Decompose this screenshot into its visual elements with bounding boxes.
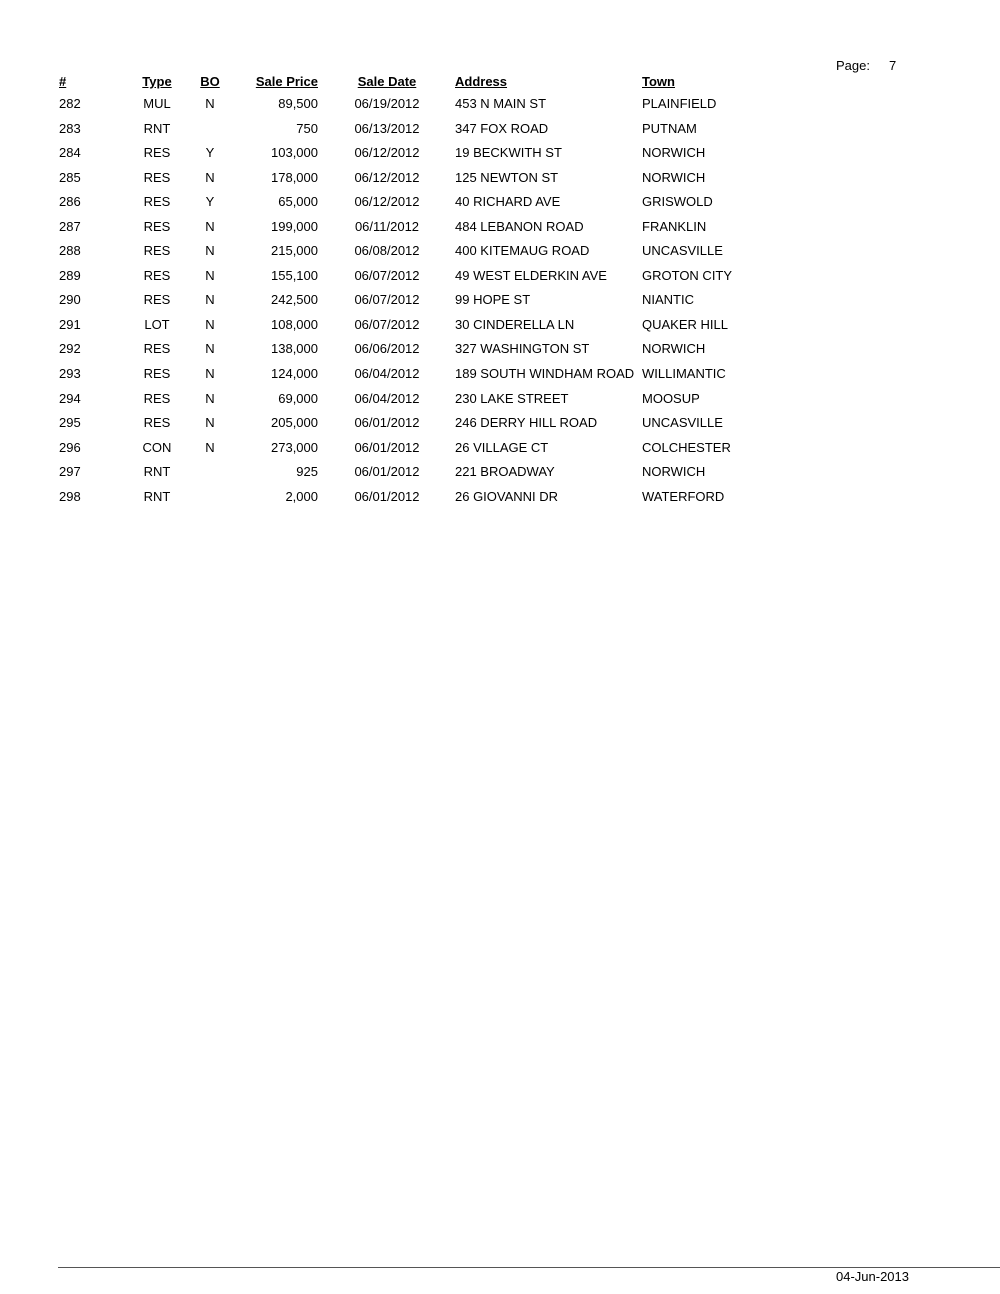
cell-town: NORWICH [642, 145, 706, 161]
cell-sale-date: 06/07/2012 [354, 267, 420, 283]
cell-sale-date: 06/04/2012 [354, 390, 420, 406]
cell-type: RNT [143, 120, 171, 136]
cell-number: 288 [59, 243, 81, 259]
table-row [0, 366, 1000, 391]
cell-address: 230 LAKE STREET [455, 390, 569, 406]
cell-address: 125 NEWTON ST [455, 169, 559, 185]
cell-sale-price: 242,500 [271, 292, 318, 308]
cell-town: UNCASVILLE [642, 415, 723, 431]
table-row [0, 243, 1000, 268]
cell-type: MUL [143, 96, 171, 111]
cell-bo: N [205, 169, 215, 185]
cell-number: 290 [59, 292, 81, 308]
cell-bo: N [205, 439, 215, 455]
table-row [0, 170, 1000, 195]
cell-sale-date: 06/08/2012 [354, 243, 420, 259]
header-number: # [59, 74, 67, 89]
cell-bo: N [205, 366, 215, 382]
cell-number: 294 [59, 390, 81, 406]
cell-address: 40 RICHARD AVE [455, 194, 561, 210]
header-bo: BO [200, 74, 220, 89]
table-row [0, 145, 1000, 170]
cell-address: 347 FOX ROAD [455, 120, 549, 136]
cell-sale-date: 06/11/2012 [354, 218, 420, 234]
cell-address: 221 BROADWAY [455, 464, 555, 480]
cell-sale-price: 215,000 [271, 243, 318, 259]
cell-town: WATERFORD [642, 488, 725, 504]
header-sale-date: Sale Date [357, 74, 417, 89]
cell-bo: N [205, 243, 215, 259]
cell-number: 286 [59, 194, 81, 210]
cell-sale-price: 205,000 [271, 415, 318, 431]
cell-type: RES [143, 267, 171, 283]
footer-divider [58, 1267, 1000, 1268]
cell-number: 295 [59, 415, 81, 431]
cell-number: 296 [59, 439, 81, 455]
cell-bo: N [205, 267, 215, 283]
sales-table [0, 74, 1000, 513]
cell-number: 291 [59, 316, 81, 332]
cell-sale-price: 65,000 [278, 194, 318, 210]
cell-town: NORWICH [642, 464, 706, 480]
cell-sale-price: 89,500 [278, 96, 318, 111]
cell-town: GROTON CITY [642, 267, 733, 283]
cell-sale-price: 2,000 [285, 488, 318, 504]
cell-sale-date: 06/01/2012 [354, 464, 420, 480]
page-number: 7 [889, 58, 897, 73]
cell-address: 26 VILLAGE CT [455, 439, 549, 455]
cell-town: MOOSUP [642, 390, 700, 406]
cell-town: WILLIMANTIC [642, 366, 726, 382]
table-header-row [0, 74, 1000, 96]
table-row [0, 194, 1000, 219]
page-indicator [836, 58, 916, 74]
cell-type: LOT [144, 316, 170, 332]
cell-address: 327 WASHINGTON ST [455, 341, 590, 357]
cell-town: NORWICH [642, 341, 706, 357]
cell-sale-price: 199,000 [271, 218, 318, 234]
cell-sale-date: 06/19/2012 [354, 96, 420, 111]
cell-sale-date: 06/01/2012 [354, 439, 420, 455]
cell-address: 26 GIOVANNI DR [455, 488, 559, 504]
cell-type: RES [143, 292, 171, 308]
table-row [0, 341, 1000, 366]
cell-bo: N [205, 292, 215, 308]
table-row [0, 121, 1000, 146]
cell-address: 19 BECKWITH ST [455, 145, 562, 161]
cell-number: 292 [59, 341, 81, 357]
cell-sale-price: 178,000 [271, 169, 318, 185]
cell-address: 99 HOPE ST [455, 292, 531, 308]
cell-sale-price: 124,000 [271, 366, 318, 382]
cell-type: CON [142, 439, 172, 455]
cell-number: 282 [59, 96, 81, 111]
cell-number: 298 [59, 488, 81, 504]
cell-sale-date: 06/01/2012 [354, 488, 420, 504]
cell-sale-date: 06/12/2012 [354, 145, 420, 161]
cell-number: 297 [59, 464, 81, 480]
table-row [0, 268, 1000, 293]
cell-address: 484 LEBANON ROAD [455, 218, 584, 234]
cell-address: 30 CINDERELLA LN [455, 316, 575, 332]
cell-sale-price: 108,000 [271, 316, 318, 332]
cell-town: COLCHESTER [642, 439, 731, 455]
table-row [0, 317, 1000, 342]
header-sale-price: Sale Price [255, 74, 318, 89]
cell-town: QUAKER HILL [642, 316, 728, 332]
cell-town: PUTNAM [642, 120, 697, 136]
cell-sale-date: 06/12/2012 [354, 194, 420, 210]
cell-type: RES [143, 218, 171, 234]
table-row [0, 464, 1000, 489]
cell-sale-date: 06/01/2012 [354, 415, 420, 431]
cell-type: RES [143, 366, 171, 382]
cell-number: 283 [59, 120, 81, 136]
table-row [0, 292, 1000, 317]
cell-type: RES [143, 243, 171, 259]
footer-date: 04-Jun-2013 [836, 1269, 909, 1284]
cell-address: 49 WEST ELDERKIN AVE [455, 267, 607, 283]
cell-town: NORWICH [642, 169, 706, 185]
cell-sale-price: 750 [296, 120, 318, 136]
cell-number: 285 [59, 169, 81, 185]
header-town: Town [642, 74, 675, 89]
table-row [0, 415, 1000, 440]
cell-sale-date: 06/07/2012 [354, 292, 420, 308]
header-address: Address [455, 74, 508, 89]
cell-number: 289 [59, 267, 81, 283]
cell-bo: N [205, 218, 215, 234]
cell-town: UNCASVILLE [642, 243, 723, 259]
cell-sale-date: 06/06/2012 [354, 341, 420, 357]
cell-number: 284 [59, 145, 81, 161]
cell-address: 246 DERRY HILL ROAD [455, 415, 598, 431]
table-body [0, 96, 1000, 513]
cell-address: 453 N MAIN ST [455, 96, 547, 111]
cell-type: RNT [143, 464, 171, 480]
cell-sale-date: 06/04/2012 [354, 366, 420, 382]
cell-sale-date: 06/07/2012 [354, 316, 420, 332]
cell-address: 189 SOUTH WINDHAM ROAD [455, 366, 634, 382]
header-type: Type [142, 74, 172, 89]
cell-sale-price: 155,100 [271, 267, 318, 283]
table-row [0, 96, 1000, 121]
cell-number: 287 [59, 218, 81, 234]
cell-bo: N [205, 96, 215, 111]
cell-town: FRANKLIN [642, 218, 707, 234]
cell-type: RES [143, 169, 171, 185]
page-label: Page: [836, 58, 870, 73]
cell-sale-price: 69,000 [278, 390, 318, 406]
cell-type: RES [143, 194, 171, 210]
cell-bo: Y [205, 145, 215, 161]
table-row [0, 489, 1000, 514]
cell-sale-date: 06/13/2012 [354, 120, 420, 136]
cell-sale-price: 925 [296, 464, 318, 480]
cell-type: RES [143, 390, 171, 406]
cell-number: 293 [59, 366, 81, 382]
cell-type: RNT [143, 488, 171, 504]
cell-bo: N [205, 316, 215, 332]
cell-address: 400 KITEMAUG ROAD [455, 243, 590, 259]
table-row [0, 219, 1000, 244]
cell-bo: Y [205, 194, 215, 210]
cell-bo: N [205, 390, 215, 406]
cell-sale-price: 103,000 [271, 145, 318, 161]
cell-type: RES [143, 415, 171, 431]
cell-town: PLAINFIELD [642, 96, 717, 111]
table-row [0, 391, 1000, 416]
cell-sale-date: 06/12/2012 [354, 169, 420, 185]
cell-sale-price: 138,000 [271, 341, 318, 357]
cell-bo: N [205, 341, 215, 357]
cell-type: RES [143, 145, 171, 161]
cell-town: NIANTIC [642, 292, 694, 308]
cell-sale-price: 273,000 [271, 439, 318, 455]
cell-bo: N [205, 415, 215, 431]
table-row [0, 440, 1000, 465]
cell-town: GRISWOLD [642, 194, 713, 210]
cell-type: RES [143, 341, 171, 357]
